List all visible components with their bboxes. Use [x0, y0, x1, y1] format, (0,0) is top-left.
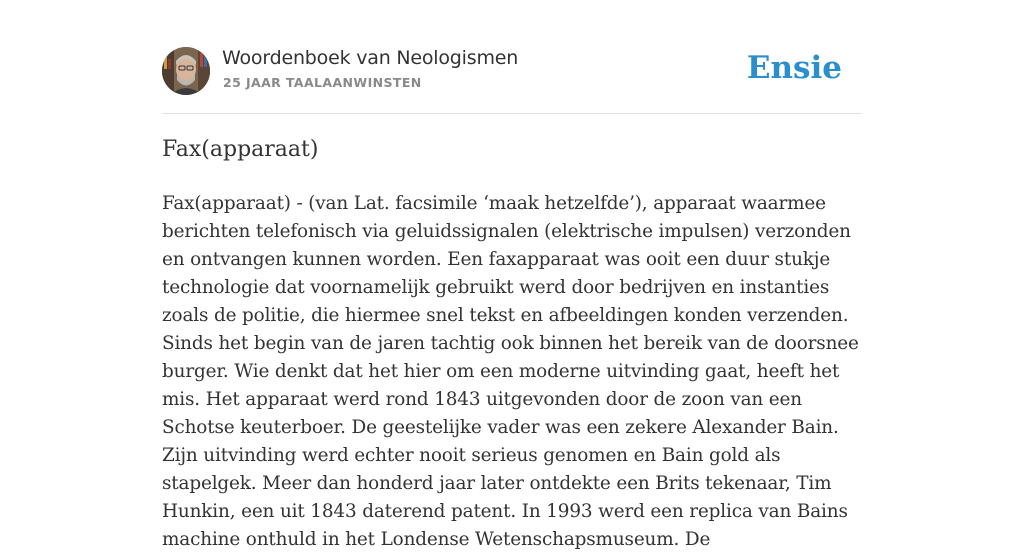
site-header — [162, 46, 862, 96]
brand-logo[interactable]: Ensie — [746, 50, 842, 86]
site-title[interactable]: Woordenboek van Neologismen — [222, 47, 519, 69]
site-subtitle: 25 JAAR TAALAANWINSTEN — [223, 75, 422, 90]
article-body: Fax(apparaat) - (van Lat. facsimile ‘maak hetzelfde’), apparaat waarmee berichten telefonisch via geluidssignalen (elektrische impulsen) verzonden en ontvangen kunnen worden. Een faxapparaat was ooit een duur stukje technologie dat voornamelijk gebruikt werd door bedrijven en instanties zoals de politie, die hiermee snel tekst en afbeeldingen konden verzenden. Sinds het begin van de jaren tachtig ook binnen het bereik van de doorsnee burger. Wie denkt dat het hier om een moderne uitvinding gaat, heeft het mis. Het apparaat werd rond 1843 uitgevonden door de zoon van een Schotse keuterboer. De geestelijke vader was een zekere Alexander Bain. Zijn uitvinding werd echter nooit serieus genomen en Bain gold als stapelgek. Meer dan honderd jaar later ontdekte een Brits tekenaar, Tim Hunkin, een uit 1843 daterend patent. In 1993 werd een replica van Bains machine onthuld in het Londense Wetenschapsmuseum. De — [162, 193, 859, 550]
header-divider — [162, 113, 862, 114]
page-container — [162, 0, 862, 550]
avatar[interactable] — [162, 47, 210, 95]
avatar-photo-icon — [162, 47, 210, 95]
article-title: Fax(apparaat) — [162, 137, 319, 162]
